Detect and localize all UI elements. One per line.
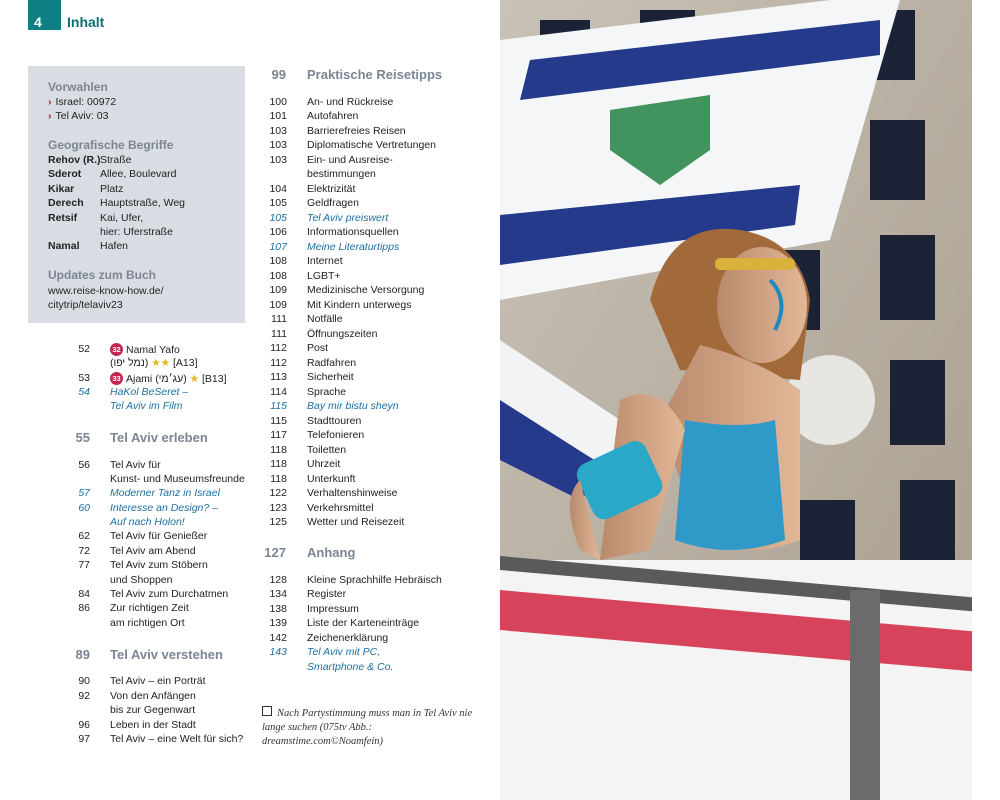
toc-entry[interactable]: Zur richtigen Zeit (110, 602, 189, 614)
toc-entry[interactable]: HaKol BeSeret – (110, 386, 189, 398)
toc-page-num: 57 (78, 487, 90, 499)
toc-page-num: 134 (269, 588, 287, 600)
toc-page-num: 115 (270, 400, 287, 412)
begriffe-heading: Geografische Begriffe (48, 138, 174, 152)
toc-page-num: 142 (269, 632, 287, 644)
toc-entry[interactable]: bis zur Gegenwart (110, 704, 196, 716)
toc-entry[interactable]: Toiletten (307, 444, 347, 456)
updates-url[interactable]: www.reise-know-how.de/ (48, 285, 164, 297)
page-title: Inhalt (67, 14, 105, 30)
toc-entry[interactable]: Uhrzeit (307, 458, 341, 470)
toc-entry[interactable]: Verkehrsmittel (307, 502, 374, 514)
toc-page-num: 52 (78, 343, 90, 355)
toc-entry[interactable]: Kleine Sprachhilfe Hebräisch (307, 574, 442, 586)
section-heading[interactable]: Tel Aviv erleben (110, 430, 208, 445)
toc-entry[interactable]: Autofahren (307, 110, 359, 122)
vorwahl-telaviv: › Tel Aviv: 03 (48, 110, 109, 122)
term: Derech (48, 197, 84, 209)
toc-page-num: 123 (269, 502, 287, 514)
vorwahlen-heading: Vorwahlen (48, 80, 108, 94)
toc-entry[interactable]: Register (307, 588, 347, 600)
toc-entry[interactable]: Auf nach Holon! (110, 516, 185, 528)
toc-page-num: 104 (269, 183, 287, 195)
toc-entry[interactable]: Impressum (307, 603, 359, 615)
sight-number-badge: 32 (110, 343, 123, 356)
toc-entry[interactable]: Tel Aviv im Film (110, 400, 183, 412)
toc-page-num: 90 (78, 675, 90, 687)
term-definition: Hafen (100, 240, 129, 252)
toc-page-num: 100 (269, 96, 287, 108)
toc-page-num: 107 (269, 241, 287, 253)
vorwahl-israel: › Israel: 00972 (48, 96, 117, 108)
toc-entry[interactable]: Radfahren (307, 357, 357, 369)
toc-page-num: 122 (269, 487, 287, 499)
festival-photo (500, 0, 972, 800)
toc-entry[interactable]: Mit Kindern unterwegs (307, 299, 412, 311)
toc-entry[interactable]: Sicherheit (307, 371, 354, 383)
toc-page-num: 103 (269, 125, 287, 137)
toc-page-num: 108 (269, 270, 287, 282)
updates-heading: Updates zum Buch (48, 268, 157, 282)
term-definition: Straße (100, 154, 132, 166)
toc-page-num: 97 (78, 733, 90, 745)
term: Rehov (R.) (48, 154, 101, 166)
toc-page-num: 115 (270, 415, 287, 427)
toc-page-num: 96 (78, 719, 90, 731)
toc-entry[interactable]: LGBT+ (307, 270, 341, 282)
toc-entry[interactable]: Öffnungszeiten (307, 328, 378, 340)
toc-page-num: 128 (269, 574, 287, 586)
toc-entry[interactable]: Stadttouren (307, 415, 362, 427)
toc-page-num: 105 (269, 197, 287, 209)
toc-page-num: 108 (269, 255, 287, 267)
toc-page-num: 113 (270, 371, 287, 383)
toc-entry[interactable]: am richtigen Ort (110, 617, 185, 629)
toc-entry[interactable]: Sprache (307, 386, 347, 398)
toc-entry[interactable]: Tel Aviv für (110, 459, 161, 471)
toc-entry[interactable]: Unterkunft (307, 473, 356, 485)
toc-entry[interactable]: Tel Aviv – ein Porträt (110, 675, 206, 687)
photo-caption: Nach Partystimmung muss man in Tel Aviv nie lange suchen (075tv Abb.: dreamstime.com©Noamfein) (262, 708, 473, 747)
toc-entry-namal-yafo-line2: (נמל יפו) ★★ [A13] (110, 357, 198, 369)
toc-entry[interactable]: Post (307, 342, 329, 354)
toc-entry[interactable]: Tel Aviv zum Durchatmen (110, 588, 229, 600)
toc-entry[interactable]: Zeichenerklärung (307, 632, 389, 644)
chevron-right-icon: › (48, 110, 52, 122)
toc-entry[interactable]: Informationsquellen (307, 226, 399, 238)
page-number-box (28, 0, 61, 30)
toc-page-num: 112 (270, 357, 287, 369)
term: Namal (48, 240, 80, 252)
toc-page-num: 101 (269, 110, 287, 122)
term-definition: Kai, Ufer, (100, 212, 144, 224)
page-number: 4 (34, 14, 42, 30)
term: Sderot (48, 168, 82, 180)
toc-page-num: 56 (78, 459, 90, 471)
section-page-num: 89 (75, 647, 90, 662)
star-rating: ★★ (151, 357, 171, 369)
toc-page-num: 118 (270, 473, 287, 485)
toc-entry[interactable]: Verhaltenshinweise (307, 487, 398, 499)
toc-page-num: 77 (78, 559, 90, 571)
toc-page-num: 111 (271, 328, 287, 340)
toc-page-num: 138 (269, 603, 287, 615)
toc-page-num: 139 (269, 617, 287, 629)
toc-page-num: 60 (78, 502, 90, 514)
toc-entry[interactable]: Bay mir bistu sheyn (307, 400, 399, 412)
toc-page-num: 112 (270, 342, 287, 354)
section-page-num: 99 (271, 67, 286, 82)
section-heading[interactable]: Tel Aviv verstehen (110, 647, 223, 662)
toc-entry-namal-yafo[interactable]: 32 Namal Yafo (110, 343, 180, 356)
chevron-right-icon: › (48, 96, 52, 108)
toc-entry[interactable]: Geldfragen (307, 197, 359, 209)
toc-entry[interactable]: Tel Aviv preiswert (307, 212, 389, 224)
toc-entry[interactable]: Interesse an Design? – (110, 502, 218, 514)
toc-entry[interactable]: Ein- und Ausreise- (307, 154, 393, 166)
toc-entry[interactable]: Tel Aviv am Abend (110, 545, 196, 557)
toc-page-num: 125 (269, 516, 287, 528)
toc-entry[interactable]: Tel Aviv zum Stöbern (110, 559, 208, 571)
toc-entry[interactable]: Telefonieren (307, 429, 365, 441)
arrow-right-box-icon (262, 706, 272, 716)
toc-page-num: 103 (269, 139, 287, 151)
toc-entry[interactable]: Internet (307, 255, 343, 267)
toc-page-num: 106 (269, 226, 287, 238)
toc-entry[interactable]: und Shoppen (110, 574, 173, 586)
term-definition: Platz (100, 183, 124, 195)
toc-entry[interactable]: Barrierefreies Reisen (307, 125, 406, 137)
toc-page-num: 117 (270, 429, 287, 441)
term-definition: Hauptstraße, Weg (100, 197, 186, 209)
toc-entry[interactable]: An- und Rückreise (307, 96, 394, 108)
toc-entry[interactable]: Elektrizität (307, 183, 356, 195)
toc-entry[interactable]: Kunst- und Museumsfreunde (110, 473, 245, 485)
sight-number-badge: 33 (110, 372, 123, 385)
toc-page-num: 54 (78, 386, 90, 398)
toc-page-num: 53 (78, 372, 90, 384)
toc-page-num: 62 (78, 530, 90, 542)
toc-page-num: 84 (78, 588, 90, 600)
info-box (28, 66, 245, 323)
toc-entry[interactable]: Wetter und Reisezeit (307, 516, 405, 528)
toc-entry[interactable]: Smartphone & Co. (307, 661, 394, 673)
toc-entry[interactable]: Diplomatische Vertretungen (307, 139, 436, 151)
section-page-num: 127 (264, 545, 286, 560)
term-definition: Allee, Boulevard (100, 168, 177, 180)
photo-illustration (500, 0, 972, 800)
toc-page-num: 118 (270, 458, 287, 470)
toc-page-num: 72 (78, 545, 90, 557)
term: Kikar (48, 183, 75, 195)
toc-entry[interactable]: Von den Anfängen (110, 690, 196, 702)
toc-entry-ajami[interactable]: 33 Ajami (עג׳מי) ★ [B13] (110, 372, 227, 385)
term: Retsif (48, 212, 78, 224)
toc-page-num: 92 (78, 690, 90, 702)
star-rating: ★ (189, 373, 200, 385)
toc-entry[interactable]: Liste der Karteneinträge (307, 617, 420, 629)
toc-entry[interactable]: Notfälle (307, 313, 343, 325)
toc-page-num: 118 (270, 444, 287, 456)
toc-page-num: 103 (269, 154, 287, 166)
toc-entry[interactable]: Medizinische Versorgung (307, 284, 425, 296)
toc-page-num: 109 (269, 299, 287, 311)
updates-url[interactable]: citytrip/telaviv23 (48, 299, 123, 311)
toc-page-num: 111 (271, 313, 287, 325)
toc-page-num: 86 (78, 602, 90, 614)
toc-entry[interactable]: bestimmungen (307, 168, 376, 180)
section-heading[interactable]: Anhang (307, 545, 356, 560)
toc-page-num: 105 (269, 212, 287, 224)
toc-entry[interactable]: Tel Aviv für Genießer (110, 530, 208, 542)
toc-entry[interactable]: Tel Aviv mit PC, (307, 646, 381, 658)
toc-page-num: 114 (270, 386, 287, 398)
toc-entry[interactable]: Leben in der Stadt (110, 719, 196, 731)
toc-entry[interactable]: Tel Aviv – eine Welt für sich? (110, 733, 244, 745)
toc-page-num: 143 (269, 646, 287, 658)
section-page-num: 55 (75, 430, 90, 445)
term-definition: hier: Uferstraße (100, 226, 173, 238)
toc-entry[interactable]: Moderner Tanz in Israel (110, 487, 220, 499)
toc-page-num: 109 (269, 284, 287, 296)
section-heading[interactable]: Praktische Reisetipps (307, 67, 443, 82)
toc-entry[interactable]: Meine Literaturtipps (307, 241, 400, 253)
